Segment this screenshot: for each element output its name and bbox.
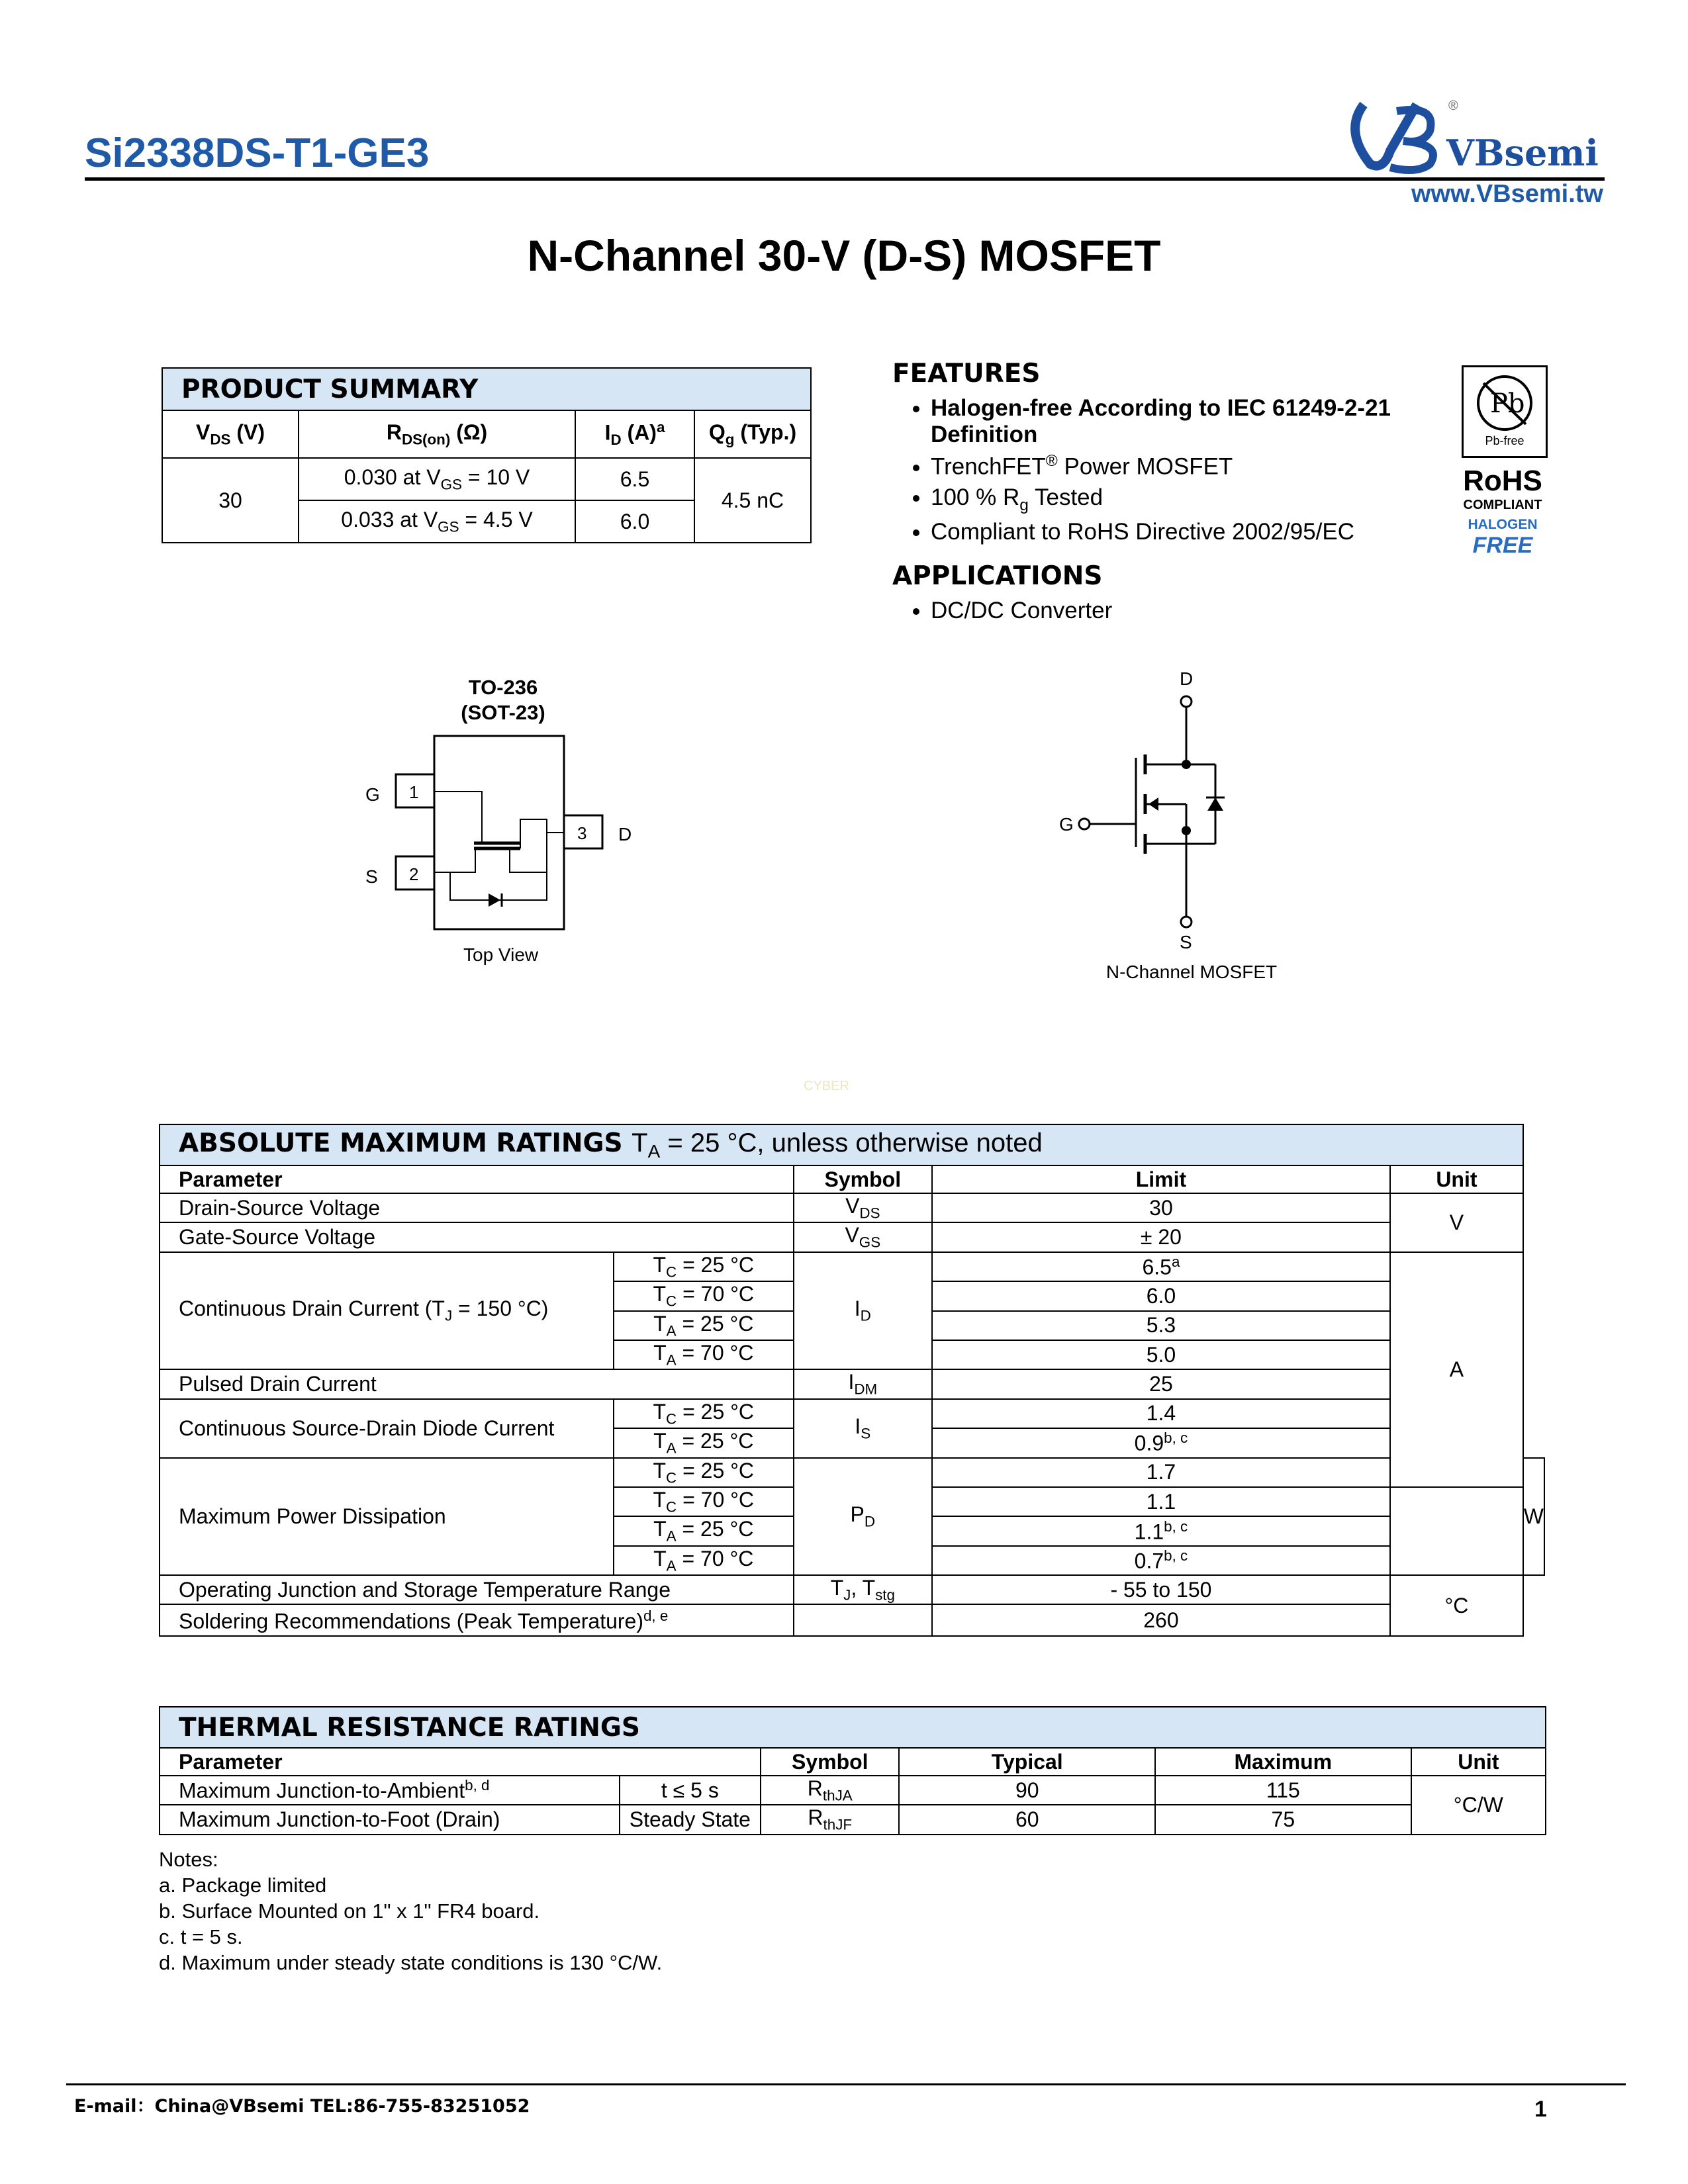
document-title: N-Channel 30-V (D-S) MOSFET (527, 231, 1161, 280)
note-item: a. Package limited (159, 1874, 327, 1897)
product-summary-table (162, 367, 812, 543)
abs-header-parameter: Parameter (160, 1165, 794, 1193)
feature-item: • 100 % $R_g$ Tested (931, 484, 1448, 515)
mosfet-symbol (1059, 665, 1324, 983)
table-row: Maximum Power Dissipation (160, 1458, 614, 1576)
svg-text:G: G (1059, 814, 1074, 835)
rds-value-1: 0.030 at $V_{GS} = 10$ V (299, 458, 575, 500)
svg-text:Top View: Top View (463, 944, 539, 965)
table-row: Continuous Source-Drain Diode Current (160, 1399, 614, 1458)
note-item: d. Maximum under steady state conditions is 130 °C/W. (159, 1951, 663, 1974)
qg-value: 4.5 nC (694, 458, 811, 543)
vbsemi-logo (1337, 91, 1615, 177)
symbol-caption: N-Channel MOSFET (1105, 962, 1278, 982)
footer-rule (66, 2083, 1626, 2085)
abs-header-unit: Unit (1390, 1165, 1523, 1193)
feature-item: • Halogen-free According to IEC 61249-2-21 Definition (931, 395, 1448, 448)
rds-value-2: 0.033 at $V_{GS} = 4.5$ V (299, 500, 575, 543)
table-row: Maximum Junction-to-Foot (Drain) (160, 1805, 620, 1834)
id-value-2: 6.0 (575, 500, 694, 543)
abs-header-symbol: Symbol (794, 1165, 932, 1193)
absolute-max-ratings-table: ABSOLUTE MAXIMUM RATINGS $T_A = 25$ °C, unless otherwise noted Parameter Symbol Limit Unit Drain-Source Voltage $V_{DS}$ 30 V Gate-Source Voltage $V_{GS}$ ± 20 Continuous Drain Current ($T_J = 150$ °C) $T_C = 25$ °C $I_D$ 6.5$^a$ A $T_C = 70$ °C 6.0 $T_A = 25$ °C 5.3 $T_A = 70$ °C 5.0 Pulsed Drain Current $I_{DM}$ 25 Continuous Source-Drain Diode Current $T_C = 25$ °C $I_S$ 1.4 $T_A = 25$ °C 0.9$^{b, c}$ Maximum Power Dissipation $T_C = 25$ °C $P_D$ 1.7 W $T_C = 70$ °C 1.1 $T_A = 25$ °C 1.1$^{b, c}$ $T_A = 70$ °C 0.7$^{b, c}$ Operating Junction and Storage Temperature Range $T_J$, $T_{stg}$ - 55 to 150 °C Soldering Recommendations (Peak Temperature)$^{d, e}$ 260 (159, 1124, 1545, 1637)
features-section (892, 359, 1448, 628)
table-row: Maximum Junction-to-Ambient$^{b, d}$ (160, 1776, 620, 1805)
watermark: CYBER (804, 1079, 849, 1093)
thermal-resistance-table: THERMAL RESISTANCE RATINGS Parameter Symbol Typical Maximum Unit Maximum Junction-to-Ambient$^{b, d}$ t ≤ 5 s $R_{thJA}$ 90 115 °C/W Maximum Junction-to-Foot (Drain) Steady State $R_{thJF}$ 60 75 (159, 1706, 1546, 1835)
footer-contact: E-mail：China@VBsemi TEL:86-755-83251052 (74, 2096, 530, 2116)
note-item: b. Surface Mounted on 1" x 1" FR4 board. (159, 1899, 540, 1923)
feature-item: • TrenchFET® Power MOSFET (931, 452, 1448, 480)
features-title: FEATURES (892, 359, 1041, 388)
pb-free-label: Pb-free (1485, 434, 1524, 447)
table-row: Pulsed Drain Current (160, 1369, 794, 1398)
website-link[interactable]: www.VBsemi.tw (1411, 180, 1603, 208)
package-diagram: TO-236 (SOT-23) G 1 S 2 3 D Top View (365, 676, 632, 965)
table-row: Gate-Source Voltage (160, 1222, 794, 1251)
feature-item: • Compliant to RoHS Directive 2002/95/EC (931, 519, 1448, 545)
svg-text:3: 3 (577, 823, 587, 843)
table-row: Continuous Drain Current ($T_J = 150$ °C) (160, 1252, 614, 1370)
vds-value: 30 (162, 458, 299, 543)
id-value-1: 6.5 (575, 458, 694, 500)
svg-text:S: S (365, 866, 378, 887)
id-header: $I_D$ $(A)^a$ (575, 410, 694, 458)
svg-text:VBsemi: VBsemi (1446, 132, 1599, 174)
note-item: c. t = 5 s. (159, 1925, 243, 1948)
vds-header: $V_{DS}$ (V) (162, 410, 299, 458)
header-rule (85, 177, 1605, 181)
svg-text:Pb: Pb (1490, 388, 1525, 419)
thermal-title: THERMAL RESISTANCE RATINGS (160, 1707, 1546, 1748)
page-number: 1 (1534, 2097, 1547, 2122)
table-row: Soldering Recommendations (Peak Temperature)$^{d, e}$ (160, 1604, 794, 1636)
rohs-badge: RoHS COMPLIANT HALOGEN FREE (1463, 465, 1542, 558)
abs-max-title: ABSOLUTE MAXIMUM RATINGS $T_A = 25$ °C, unless otherwise noted (160, 1124, 1523, 1165)
svg-text:1: 1 (409, 782, 419, 802)
part-number: Si2338DS-T1-GE3 (85, 130, 430, 176)
svg-text:D: D (1180, 668, 1194, 689)
svg-text:D: D (618, 824, 632, 844)
applications-title: APPLICATIONS (892, 561, 1103, 591)
svg-text:®: ® (1448, 99, 1458, 113)
svg-text:S: S (1180, 932, 1192, 952)
application-item: • DC/DC Converter (931, 598, 1448, 624)
table-row: Drain-Source Voltage (160, 1193, 794, 1222)
rds-header: $R_{DS(on)}$ (Ω) (299, 410, 575, 458)
svg-text:G: G (365, 784, 380, 805)
qg-header: $Q_g$ (Typ.) (694, 410, 811, 458)
table-row: Operating Junction and Storage Temperature Range (160, 1575, 794, 1604)
notes: Notes: a. Package limited b. Surface Mounted on 1" x 1" FR4 board. c. t = 5 s. d. Maximum under steady state conditions is 130 °C/W. (159, 1848, 663, 1974)
pb-free-badge (1462, 365, 1548, 458)
abs-header-limit: Limit (932, 1165, 1390, 1193)
svg-text:2: 2 (409, 864, 419, 884)
product-summary-title: PRODUCT SUMMARY (162, 368, 811, 410)
